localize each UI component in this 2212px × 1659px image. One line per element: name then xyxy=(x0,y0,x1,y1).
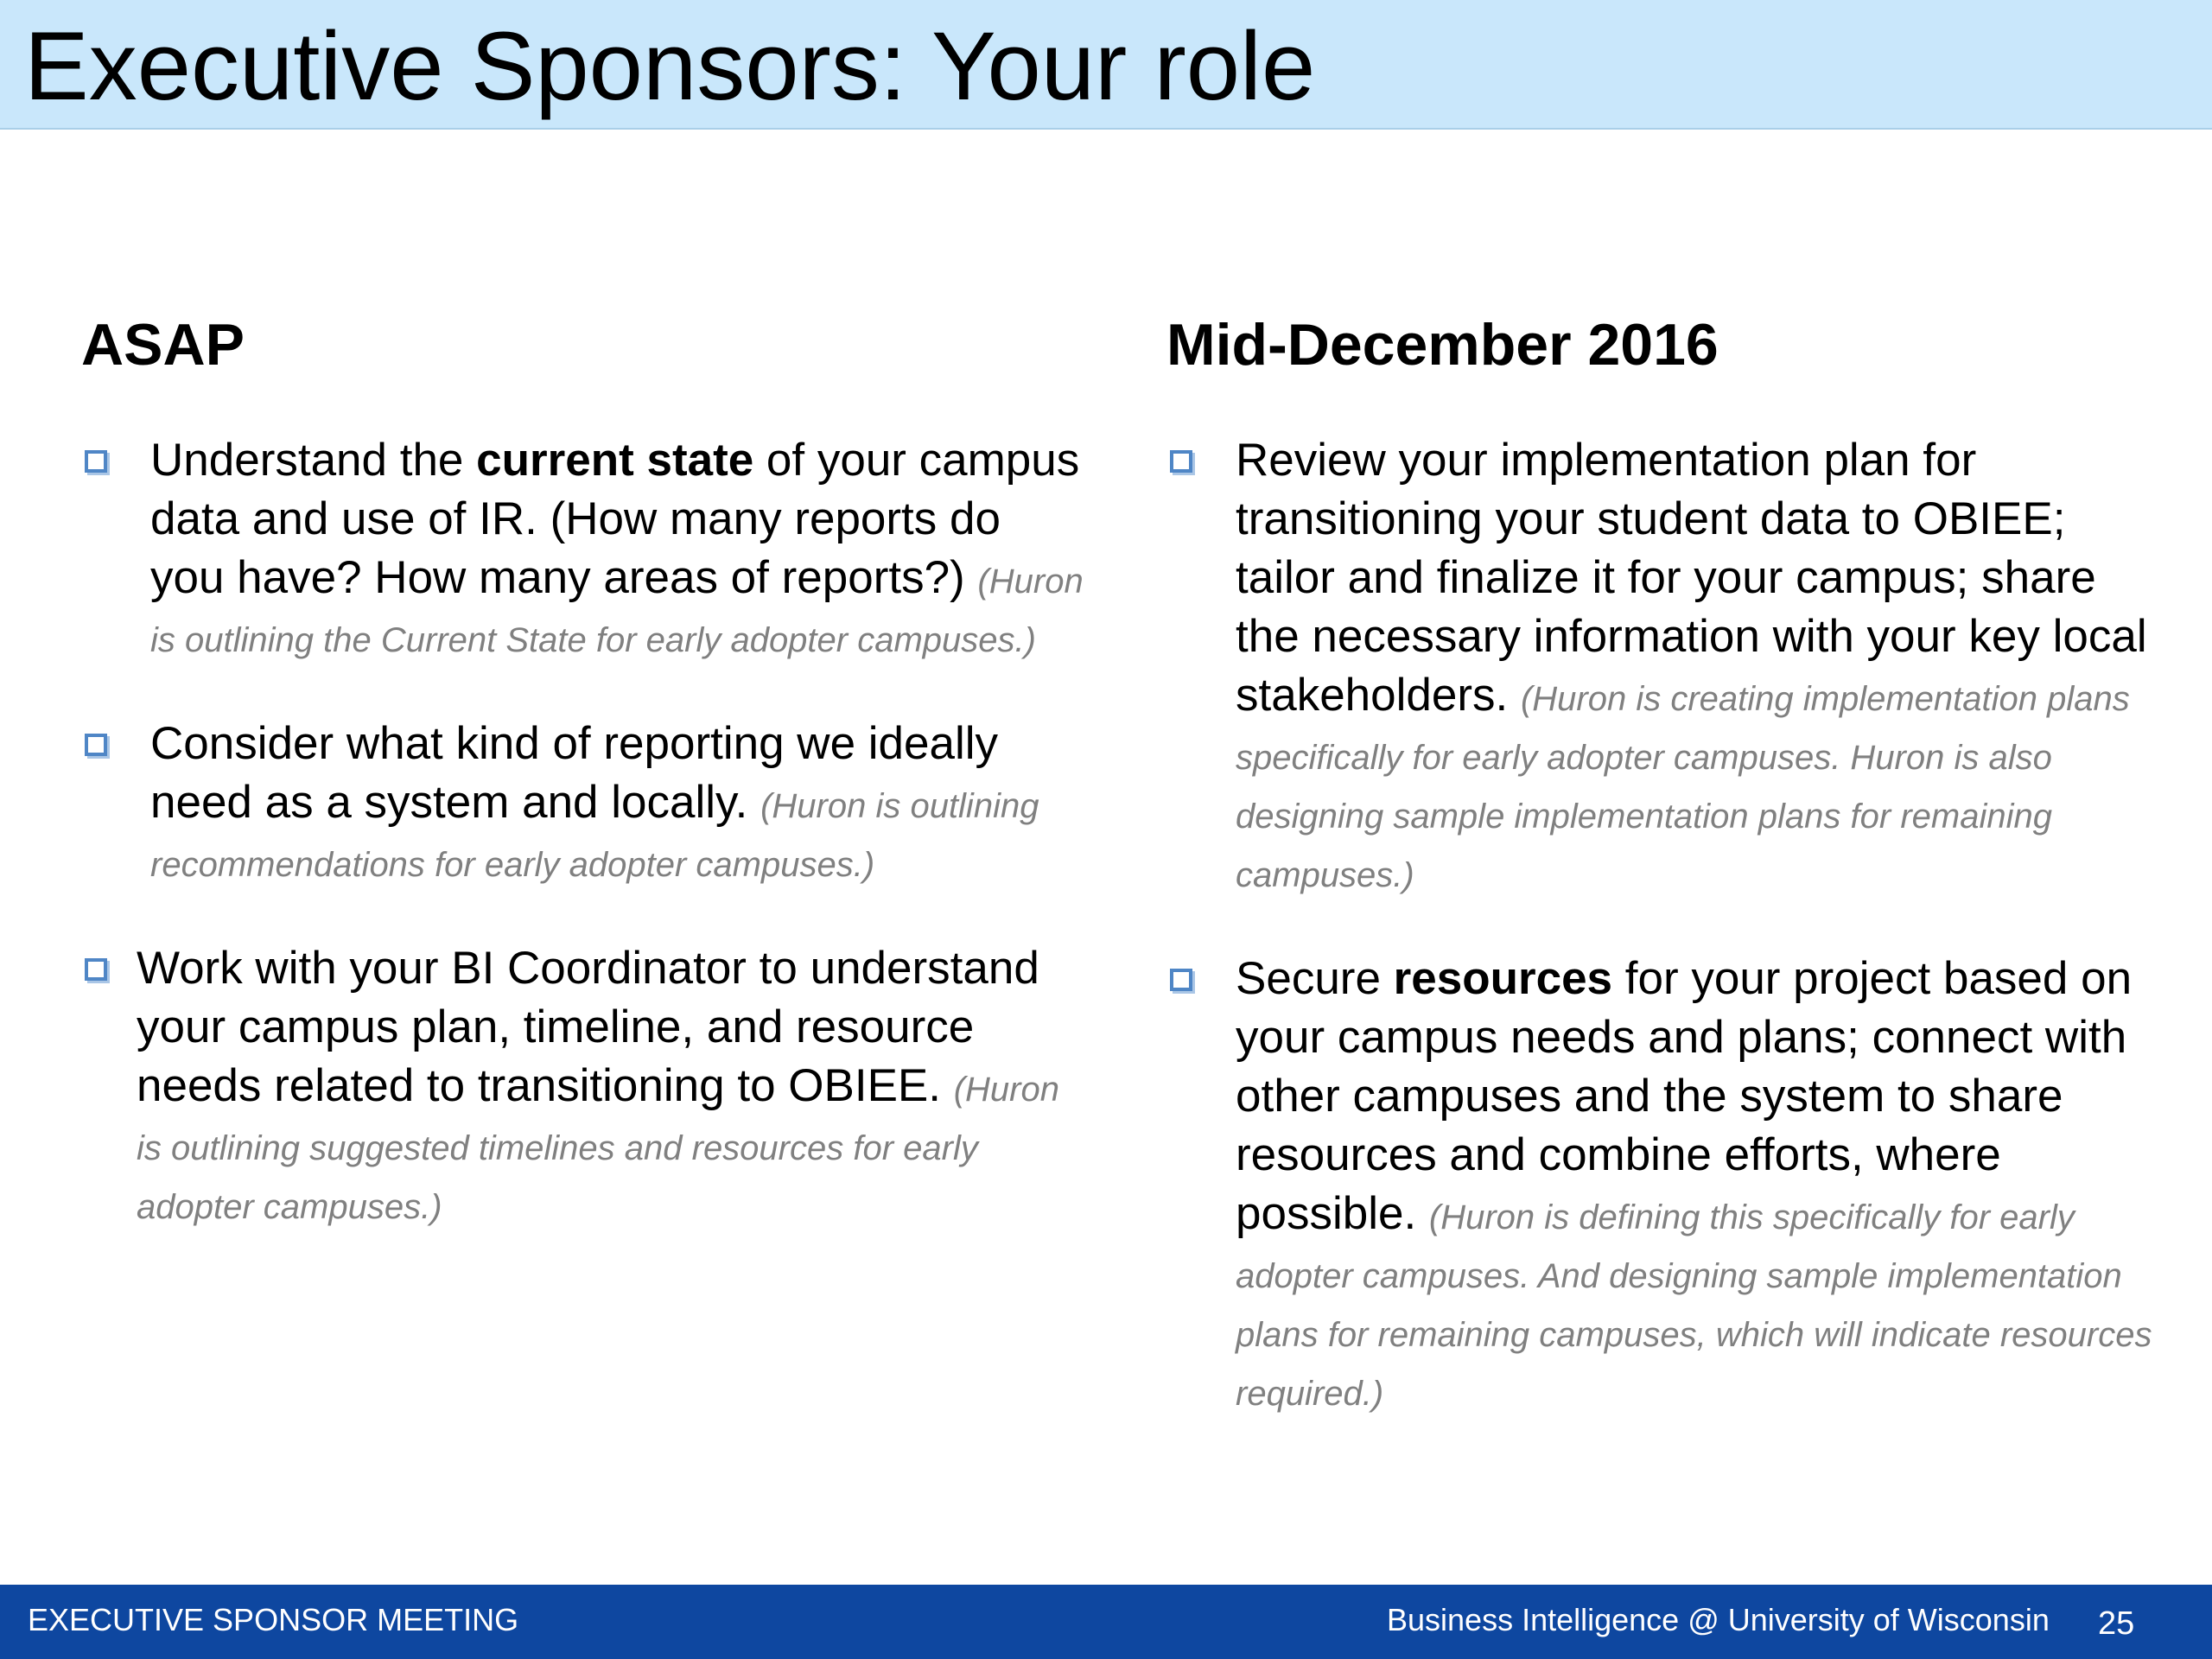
bullet-note: (Huron is creating implementation plans specifically for early adopter campuses. Huron is also designing sample implementation plans for remaining campuses.) xyxy=(1236,679,2130,894)
bullet-text: Secure xyxy=(1236,952,1394,1004)
right-column-heading: Mid-December 2016 xyxy=(1166,312,1719,378)
bullet-text: Understand the xyxy=(150,434,477,486)
bullet-implementation-plan xyxy=(1166,431,2169,901)
footer-meeting-label: EXECUTIVE SPONSOR MEETING xyxy=(28,1602,519,1637)
checkbox-icon xyxy=(1170,969,1192,991)
bullet-note: (Huron is outlining suggested timelines and resources for early adopter campuses.) xyxy=(137,1070,1059,1226)
bullet-secure-resources xyxy=(1166,950,2169,1420)
checkbox-icon xyxy=(85,734,107,756)
left-bullet-list xyxy=(81,431,1084,1233)
page-number: 25 xyxy=(2098,1605,2135,1642)
bullet-current-state xyxy=(81,431,1084,666)
bullet-bi-coordinator xyxy=(81,939,1084,1233)
bullet-reporting-needs xyxy=(81,715,1084,891)
bullet-bold-text: current state xyxy=(476,434,754,486)
slide-title: Executive Sponsors: Your role xyxy=(24,12,1316,120)
right-column xyxy=(1166,313,2169,1468)
checkbox-icon xyxy=(85,958,107,981)
bullet-note: (Huron is outlining recommendations for early adopter campuses.) xyxy=(150,786,1039,884)
footer-bar xyxy=(0,1585,2212,1659)
checkbox-icon xyxy=(85,450,107,473)
bullet-text: Consider what kind of reporting we ideally need as a system and locally. xyxy=(150,717,999,828)
bullet-note: (Huron is defining this specifically for early adopter campuses. And designing sample implementation plans for remaining campuses, which will indicate resources required.) xyxy=(1236,1198,2152,1413)
bullet-text: Review your implementation plan for transitioning your student data to OBIEE; tailor and finalize it for your campus; share the necessary information with your key local stakeholders. xyxy=(1236,434,2147,721)
bullet-note: (Huron is outlining the Current State for early adopter campuses.) xyxy=(150,562,1084,659)
footer-organization: Business Intelligence @ University of Wisconsin xyxy=(1387,1602,2050,1637)
title-bar xyxy=(0,0,2212,130)
bullet-text: Work with your BI Coordinator to understand your campus plan, timeline, and resource needs related to transitioning to OBIEE. xyxy=(137,942,1039,1111)
bullet-text: for your project based on your campus needs and plans; connect with other campuses and the system to share resources and combine efforts, where possible. xyxy=(1236,952,2133,1239)
left-column-heading: ASAP xyxy=(81,312,245,378)
bullet-bold-text: resources xyxy=(1393,952,1613,1004)
bullet-text: of your campus data and use of IR. (How many reports do you have? How many areas of reports?) xyxy=(150,434,1080,603)
checkbox-icon xyxy=(1170,450,1192,473)
left-column xyxy=(81,313,1084,1281)
right-bullet-list xyxy=(1166,431,2169,1420)
